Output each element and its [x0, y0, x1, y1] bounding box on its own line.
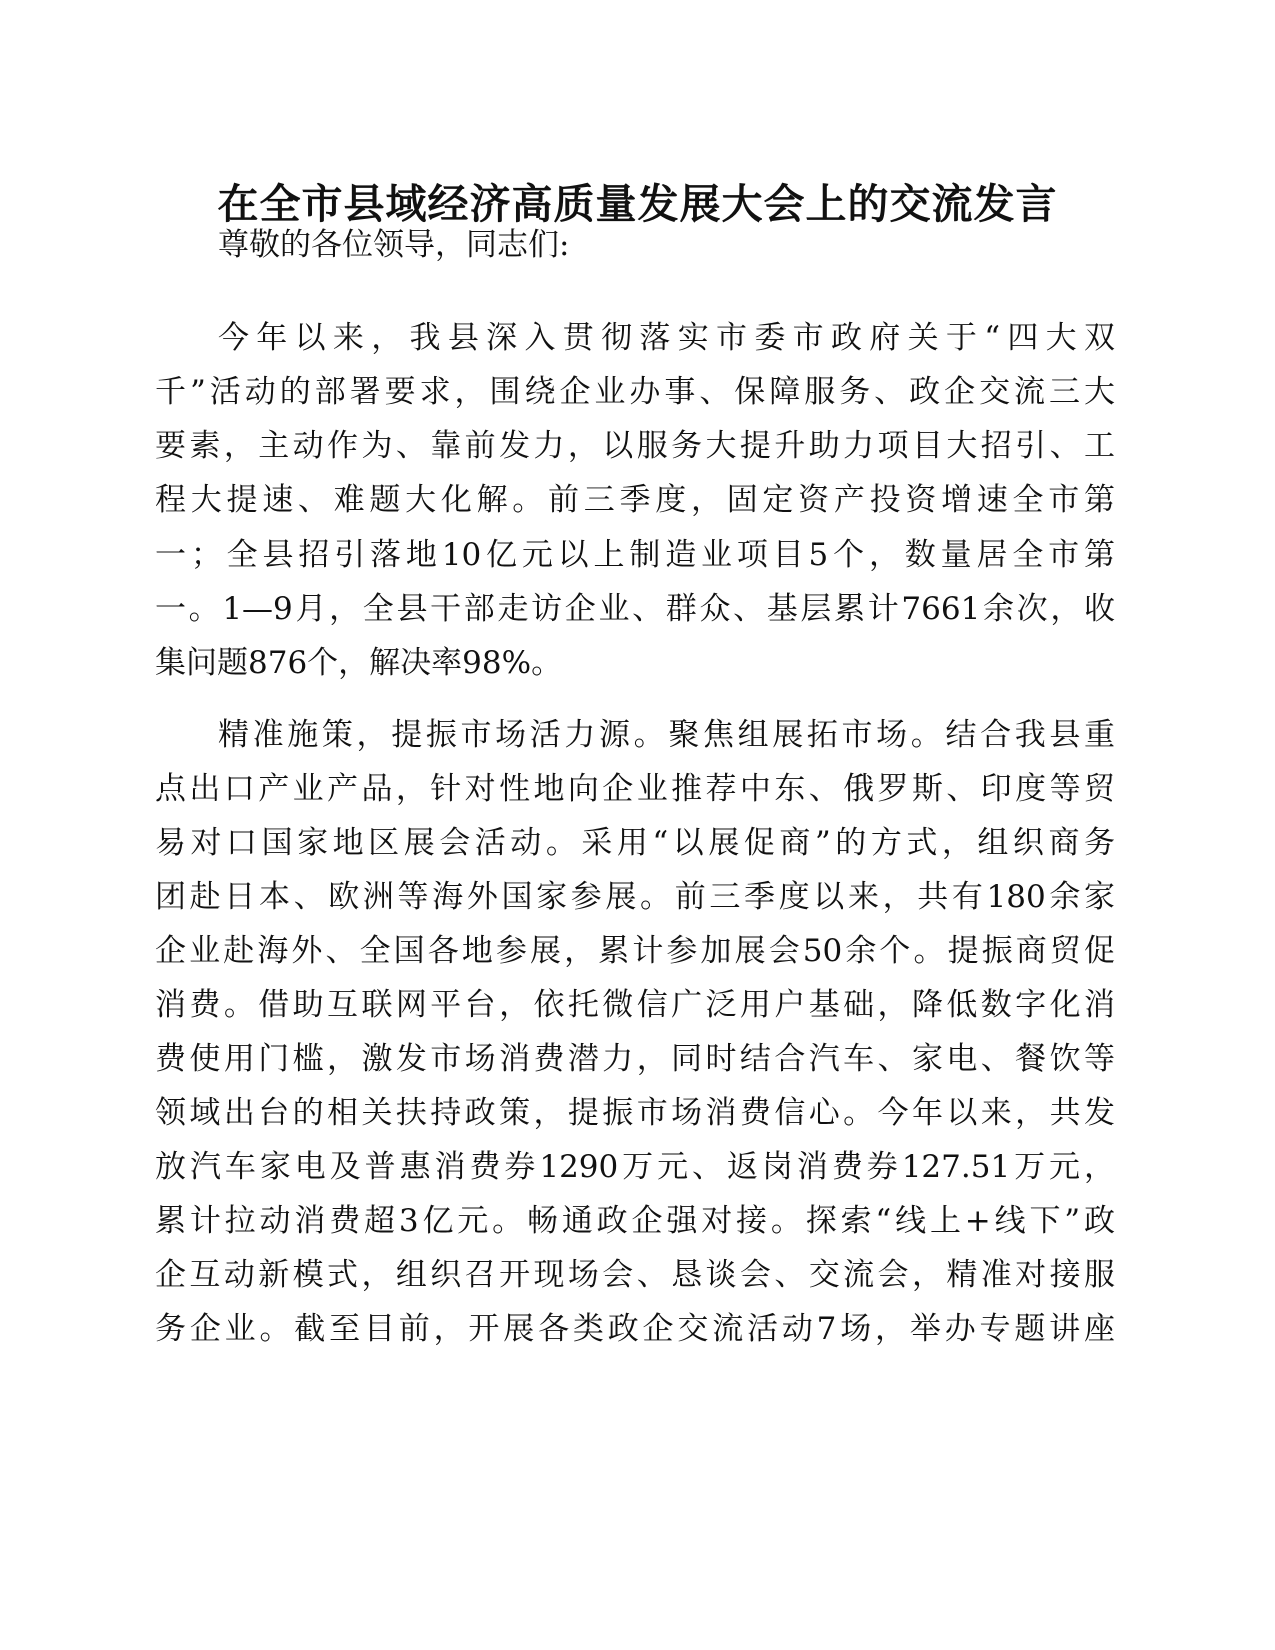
paragraph-2-line: 点出口产业产品，针对性地向企业推荐中东、俄罗斯、印度等贸 [155, 771, 1115, 807]
paragraph-1-line: 今年以来，我县深入贯彻落实市委市政府关于“四大双 [218, 320, 1115, 356]
paragraph-1-line: 集问题876个，解决率98%。 [155, 645, 563, 681]
paragraph-2-line: 务企业。截至目前，开展各类政企交流活动7场，举办专题讲座 [155, 1311, 1115, 1347]
paragraph-2-line: 企互动新模式，组织召开现场会、恳谈会、交流会，精准对接服 [155, 1257, 1115, 1293]
paragraph-1-line: 程大提速、难题大化解。前三季度，固定资产投资增速全市第 [155, 482, 1115, 518]
paragraph-2-line: 消费。借助互联网平台，依托微信广泛用户基础，降低数字化消 [155, 987, 1115, 1023]
paragraph-1-line: 要素，主动作为、靠前发力，以服务大提升助力项目大招引、工 [155, 428, 1115, 464]
paragraph-1-line: 一；全县招引落地10亿元以上制造业项目5个，数量居全市第 [155, 537, 1115, 573]
paragraph-2-line: 易对口国家地区展会活动。采用“以展促商”的方式，组织商务 [155, 825, 1115, 861]
paragraph-2-line: 团赴日本、欧洲等海外国家参展。前三季度以来，共有180余家 [155, 879, 1115, 915]
paragraph-2-line: 放汽车家电及普惠消费券1290万元、返岗消费券127.51万元， [155, 1149, 1115, 1185]
salutation: 尊敬的各位领导，同志们: [218, 227, 570, 263]
paragraph-1-line: 一。1—9月，全县干部走访企业、群众、基层累计7661余次，收 [155, 591, 1115, 627]
paragraph-2-line: 领域出台的相关扶持政策，提振市场消费信心。今年以来，共发 [155, 1095, 1115, 1131]
paragraph-2-line: 企业赴海外、全国各地参展，累计参加展会50余个。提振商贸促 [155, 933, 1115, 969]
paragraph-2-line: 精准施策，提振市场活力源。聚焦组展拓市场。结合我县重 [218, 717, 1115, 753]
paragraph-2-line: 费使用门槛，激发市场消费潜力，同时结合汽车、家电、餐饮等 [155, 1041, 1115, 1077]
paragraph-2-line: 累计拉动消费超3亿元。畅通政企强对接。探索“线上+线下”政 [155, 1203, 1115, 1239]
paragraph-1-line: 千”活动的部署要求，围绕企业办事、保障服务、政企交流三大 [155, 374, 1115, 410]
document-title: 在全市县域经济高质量发展大会上的交流发言 [217, 180, 1058, 228]
